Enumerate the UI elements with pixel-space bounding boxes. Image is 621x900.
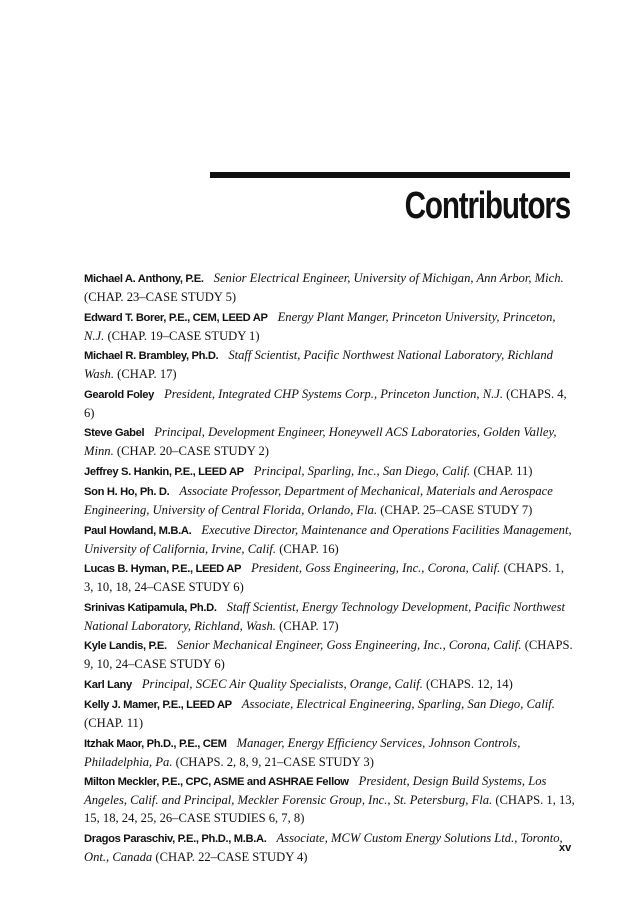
- chapter-reference: (CHAP. 23–CASE STUDY 5): [84, 290, 237, 304]
- contributor-name: Kelly J. Mamer, P.E., LEED AP: [84, 699, 232, 711]
- chapter-reference: (CHAPS. 12, 14): [426, 676, 513, 691]
- contributor-affiliation: President, Goss Engineering, Inc., Corona, Calif.: [251, 561, 501, 575]
- chapter-reference: (CHAP. 19–CASE STUDY 1): [107, 328, 260, 343]
- chapter-reference: (CHAPS. 1, 3, 10, 18, 24–CASE STUDY 6): [84, 561, 564, 594]
- contributor-affiliation: Energy Plant Manger, Princeton University, Princeton, N.J.: [84, 309, 556, 343]
- contributor-name: Lucas B. Hyman, P.E., LEED AP: [84, 563, 242, 575]
- chapter-reference: (CHAP. 25–CASE STUDY 7): [380, 503, 533, 517]
- contributor-affiliation: Manager, Energy Efficiency Services, Johnson Controls, Philadelphia, Pa.: [84, 735, 521, 769]
- contributor-affiliation: Associate Professor, Department of Mechanical, Materials and Aerospace Engineering, University of Central Florida, Orlando, Fla.: [84, 484, 553, 517]
- contributor-entry: [84, 462, 576, 481]
- contributor-entry: [84, 423, 576, 460]
- contributor-entry: [84, 269, 576, 306]
- contributor-affiliation: President, Design Build Systems, Los Angeles, Calif. and Principal, Meckler Forensic Group, Inc., St. Petersburg, Fla.: [84, 774, 547, 807]
- chapter-reference: (CHAP. 22–CASE STUDY 4): [155, 849, 308, 864]
- contributor-affiliation: Senior Mechanical Engineer, Goss Engineering, Inc., Corona, Calif.: [176, 638, 522, 652]
- chapter-reference: (CHAP. 17): [279, 618, 339, 633]
- contributor-entry: [84, 636, 576, 673]
- contributor-entry: [84, 675, 576, 694]
- contributor-name: Paul Howland, M.B.A.: [84, 524, 192, 537]
- contributor-affiliation: President, Integrated CHP Systems Corp., Princeton Junction, N.J.: [164, 386, 503, 401]
- contributor-name: Kyle Landis, P.E.: [84, 640, 167, 652]
- contributor-affiliation: Senior Electrical Engineer, University of Michigan, Ann Arbor, Mich.: [213, 271, 564, 285]
- contributor-name: Edward T. Borer, P.E., CEM, LEED AP: [84, 311, 268, 324]
- contributor-entry: [84, 346, 576, 383]
- chapter-reference: (CHAP. 11): [84, 716, 144, 730]
- contributor-name: Karl Lany: [84, 678, 132, 691]
- contributor-name: Michael R. Brambley, Ph.D.: [84, 350, 219, 362]
- contributor-name: Gearold Foley: [84, 388, 155, 401]
- contributor-name: Jeffrey S. Hankin, P.E., LEED AP: [84, 465, 244, 478]
- contributor-name: Michael A. Anthony, P.E.: [84, 273, 204, 285]
- contributor-entry: [84, 482, 576, 519]
- contributor-name: Son H. Ho, Ph. D.: [84, 486, 170, 498]
- chapter-reference: (CHAPS. 1, 13, 15, 18, 24, 25, 26–CASE STUDIES 6, 7, 8): [84, 793, 575, 825]
- chapter-reference: (CHAPS. 9, 10, 24–CASE STUDY 6): [84, 638, 573, 671]
- title-rule: [210, 172, 570, 178]
- contributor-name: Dragos Paraschiv, P.E., Ph.D., M.B.A.: [84, 832, 267, 845]
- chapter-reference: (CHAPS. 2, 8, 9, 21–CASE STUDY 3): [175, 754, 374, 769]
- contributor-entry: [84, 308, 576, 345]
- chapter-reference: (CHAP. 11): [473, 463, 533, 478]
- contributor-affiliation: Associate, Electrical Engineering, Sparling, San Diego, Calif.: [241, 697, 555, 711]
- contributor-entry: [84, 772, 576, 827]
- contributor-affiliation: Principal, Development Engineer, Honeywell ACS Laboratories, Golden Valley, Minn.: [84, 425, 557, 458]
- chapter-reference: (CHAP. 16): [279, 541, 339, 556]
- contributor-entry: [84, 734, 576, 771]
- page-number: xv: [559, 842, 572, 854]
- contributor-name: Itzhak Maor, Ph.D., P.E., CEM: [84, 737, 227, 750]
- contributors-list: [84, 269, 576, 867]
- contributor-name: Srinivas Katipamula, Ph.D.: [84, 601, 217, 614]
- contributor-affiliation: Associate, MCW Custom Energy Solutions Ltd., Toronto, Ont., Canada: [84, 830, 563, 864]
- contributor-name: Milton Meckler, P.E., CPC, ASME and ASHRAE Fellow: [84, 776, 349, 788]
- contributor-affiliation: Principal, SCEC Air Quality Specialists, Orange, Calif.: [141, 676, 423, 691]
- contributor-affiliation: Principal, Sparling, Inc., San Diego, Calif.: [253, 463, 471, 478]
- chapter-reference: (CHAP. 20–CASE STUDY 2): [116, 444, 269, 458]
- contributor-entry: [84, 559, 576, 596]
- chapter-reference: (CHAPS. 4, 6): [84, 386, 567, 420]
- contributor-name: Steve Gabel: [84, 427, 145, 439]
- contributor-affiliation: Staff Scientist, Pacific Northwest National Laboratory, Richland Wash.: [84, 348, 553, 381]
- contributor-entry: [84, 385, 576, 422]
- contributor-entry: [84, 598, 576, 635]
- page-title: Contributors: [404, 185, 570, 227]
- contributor-affiliation: Staff Scientist, Energy Technology Development, Pacific Northwest National Laboratory, Richland, Wash.: [84, 599, 565, 633]
- contributor-entry: [84, 521, 576, 558]
- chapter-reference: (CHAP. 17): [117, 367, 177, 381]
- contributor-entry: [84, 829, 576, 866]
- contributor-entry: [84, 695, 576, 732]
- contributor-affiliation: Executive Director, Maintenance and Operations Facilities Management, University of California, Irvine, Calif.: [84, 522, 572, 556]
